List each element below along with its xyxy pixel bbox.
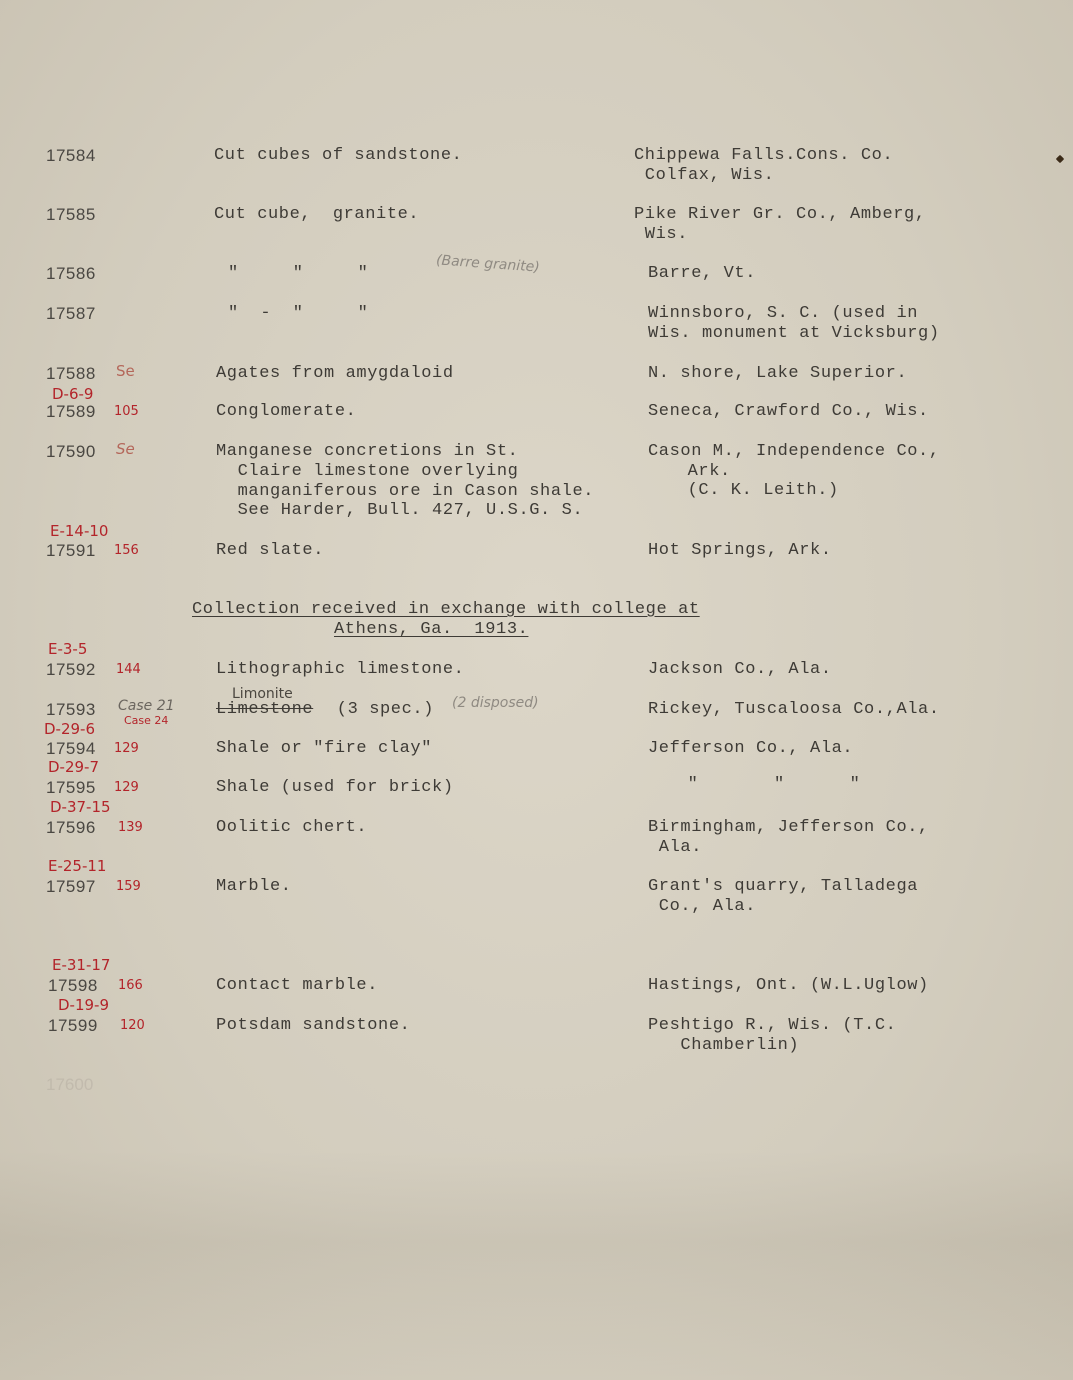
catalog-number: 17593: [46, 700, 96, 719]
description: Manganese concretions in St.: [216, 442, 519, 461]
locality: Pike River Gr. Co., Amberg,: [634, 205, 926, 224]
description: manganiferous ore in Cason shale.: [216, 482, 595, 501]
locality: Rickey, Tuscaloosa Co.,Ala.: [648, 700, 940, 719]
red-annotation: 120: [120, 1018, 145, 1033]
struck-description: Limestone: [216, 700, 314, 719]
red-annotation: 159: [116, 879, 141, 894]
ditto-marks: " - " ": [228, 304, 369, 323]
description: Claire limestone overlying: [216, 462, 519, 481]
red-annotation: 139: [118, 820, 143, 835]
red-annotation: Se: [116, 362, 135, 380]
red-annotation: D-37-15: [50, 798, 111, 816]
catalog-number: 17595: [46, 778, 96, 797]
description: Shale or "fire clay": [216, 739, 433, 758]
red-annotation: E-25-11: [48, 857, 107, 875]
catalog-number: 17599: [48, 1016, 98, 1035]
locality: Peshtigo R., Wis. (T.C.: [648, 1016, 897, 1035]
faint-catalog-number: 17600: [46, 1075, 94, 1094]
description: See Harder, Bull. 427, U.S.G. S.: [216, 501, 584, 520]
red-annotation: 129: [114, 741, 139, 756]
description: Agates from amygdaloid: [216, 364, 454, 383]
red-annotation: D-29-6: [44, 720, 96, 738]
pencil-note: (2 disposed): [452, 695, 539, 711]
locality: Barre, Vt.: [648, 264, 757, 283]
red-annotation: Case 24: [124, 714, 169, 727]
locality: Jefferson Co., Ala.: [648, 739, 854, 758]
locality: Birmingham, Jefferson Co.,: [648, 818, 929, 837]
red-annotation: D-6-9: [52, 385, 94, 403]
catalog-number: 17584: [46, 146, 96, 165]
red-annotation: D-19-9: [58, 996, 110, 1014]
locality: (C. K. Leith.): [666, 481, 839, 500]
catalog-number: 17594: [46, 739, 96, 758]
catalog-number: 17596: [46, 818, 96, 837]
catalog-number: 17588: [46, 364, 96, 383]
red-annotation: Se: [116, 440, 135, 458]
catalog-number: 17589: [46, 402, 96, 421]
description: Contact marble.: [216, 976, 379, 995]
red-annotation: 166: [118, 978, 143, 993]
description: Potsdam sandstone.: [216, 1016, 411, 1035]
red-annotation: 144: [116, 662, 141, 677]
locality: Co., Ala.: [648, 897, 757, 916]
red-annotation: 129: [114, 780, 139, 795]
section-heading: Collection received in exchange with college at: [192, 600, 700, 619]
ditto-marks: " " ": [666, 775, 861, 794]
pencil-note: (Barre granite): [435, 252, 541, 276]
description: Cut cube, granite.: [214, 205, 420, 224]
locality: Cason M., Independence Co.,: [648, 442, 940, 461]
locality: Wis.: [634, 225, 689, 244]
description: Shale (used for brick): [216, 778, 454, 797]
locality: Chamberlin): [648, 1036, 800, 1055]
locality: Colfax, Wis.: [634, 166, 775, 185]
locality: Grant's quarry, Talladega: [648, 877, 919, 896]
catalog-number: 17590: [46, 442, 96, 461]
red-annotation: 105: [114, 404, 139, 419]
paper-crease: [0, 1150, 1073, 1380]
description: Oolitic chert.: [216, 818, 368, 837]
locality: Wis. monument at Vicksburg): [648, 324, 940, 343]
red-annotation: E-3-5: [48, 640, 88, 658]
catalog-number: 17587: [46, 304, 96, 323]
description: Marble.: [216, 877, 292, 896]
locality: Chippewa Falls.Cons. Co.: [634, 146, 894, 165]
locality: Ark.: [666, 462, 731, 481]
description: Cut cubes of sandstone.: [214, 146, 463, 165]
catalog-number: 17592: [46, 660, 96, 679]
locality: N. shore, Lake Superior.: [648, 364, 908, 383]
description: (3 spec.): [326, 700, 435, 719]
pencil-note: Case 21: [118, 698, 175, 714]
red-annotation: 156: [114, 543, 139, 558]
locality: Hot Springs, Ark.: [648, 541, 832, 560]
insertion-note: Limonite: [232, 686, 293, 702]
red-annotation: D-29-7: [48, 758, 100, 776]
catalog-number: 17598: [48, 976, 98, 995]
ink-mark: [1056, 155, 1064, 163]
locality: Ala.: [648, 838, 703, 857]
description: Red slate.: [216, 541, 325, 560]
locality: Jackson Co., Ala.: [648, 660, 832, 679]
catalog-number: 17585: [46, 205, 96, 224]
catalog-number: 17591: [46, 541, 96, 560]
ditto-marks: " " ": [228, 264, 369, 283]
red-annotation: E-14-10: [50, 522, 109, 540]
section-heading: Athens, Ga. 1913.: [334, 620, 529, 639]
red-annotation: E-31-17: [52, 956, 111, 974]
catalog-number: 17597: [46, 877, 96, 896]
locality: Seneca, Crawford Co., Wis.: [648, 402, 929, 421]
locality: Winnsboro, S. C. (used in: [648, 304, 919, 323]
description: Lithographic limestone.: [216, 660, 465, 679]
locality: Hastings, Ont. (W.L.Uglow): [648, 976, 929, 995]
catalog-number: 17586: [46, 264, 96, 283]
description: Conglomerate.: [216, 402, 357, 421]
